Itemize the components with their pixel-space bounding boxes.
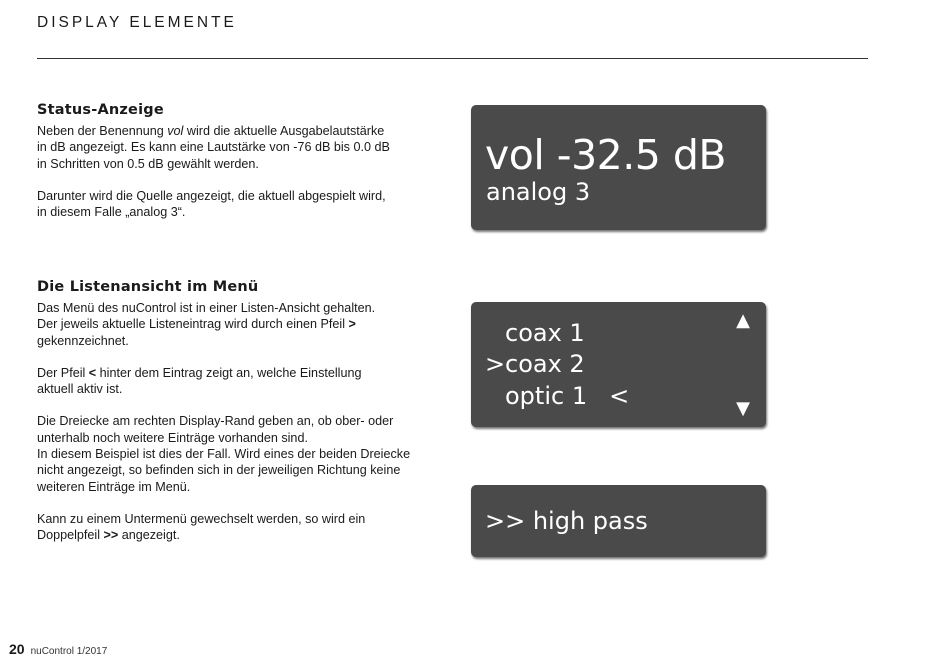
list-pointer: >: [485, 350, 506, 378]
footer-product: nuControl 1/2017: [30, 646, 108, 657]
display-submenu: [471, 485, 766, 557]
text-span: Der Pfeil: [37, 365, 89, 380]
text-line: gekennzeichnet.: [37, 333, 129, 348]
list-paragraph-4: [37, 511, 437, 544]
status-heading: Status-Anzeige: [37, 102, 164, 118]
text-line: [37, 365, 437, 381]
text-span: Der jeweils aktuelle Listeneintrag wird durch einen Pfeil: [37, 317, 349, 332]
text-line: Darunter wird die Quelle angezeigt, die aktuell abgespielt wird,: [37, 188, 386, 203]
volume-readout: vol -32.5 dB: [485, 131, 727, 179]
list-paragraph-2: [37, 365, 437, 398]
status-section: [37, 102, 437, 236]
display-status: [471, 105, 766, 230]
text-span: hinter dem Eintrag zeigt an, welche Einstellung: [96, 365, 362, 380]
list-item-label: coax 2: [505, 350, 585, 378]
vol-term: vol: [167, 124, 184, 138]
text-line: Kann zu einem Untermenü gewechselt werden, so wird ein: [37, 511, 366, 526]
page-footer: [9, 641, 107, 657]
header-divider: [37, 58, 868, 59]
text-line: in Schritten von 0.5 dB gewählt werden.: [37, 156, 259, 171]
text-line: in diesem Falle „analog 3“.: [37, 205, 186, 220]
submenu-entry: >> high pass: [485, 507, 648, 535]
text-line: [37, 527, 437, 543]
list-paragraph-1: [37, 300, 437, 349]
text-line: In diesem Beispiel ist dies der Fall. Wird eines der beiden Dreiecke: [37, 447, 411, 462]
triangle-up-icon: ▲: [736, 310, 750, 331]
status-paragraph-2: [37, 188, 437, 221]
text-line: Das Menü des nuControl ist in einer Listen-Ansicht gehalten.: [37, 301, 376, 315]
source-readout: analog 3: [486, 178, 591, 206]
text-span: Doppelpfeil: [37, 528, 104, 543]
display-list: [471, 302, 766, 427]
text-span: wird die aktuelle Ausgabelautstärke: [183, 124, 385, 138]
text-line: nicht angezeigt, so befinden sich in der jeweiligen Richtung keine: [37, 463, 401, 478]
active-marker: <: [609, 382, 630, 410]
double-pointer-symbol: >>: [103, 528, 119, 543]
text-span: Neben der Benennung: [37, 124, 168, 138]
list-section: [37, 279, 437, 560]
active-symbol: <: [88, 365, 97, 380]
list-item: [485, 319, 585, 347]
page-number: 20: [9, 641, 25, 657]
list-item-label: optic 1: [505, 382, 588, 410]
text-line: [37, 316, 437, 332]
status-paragraph-1: [37, 123, 437, 172]
text-line: Die Dreiecke am rechten Display-Rand geben an, ob ober- oder: [37, 414, 394, 429]
list-paragraph-3: [37, 413, 437, 494]
text-line: in dB angezeigt. Es kann eine Lautstärke von -76 dB bis 0.0 dB: [37, 140, 390, 155]
page-title: DISPLAY ELEMENTE: [37, 14, 237, 31]
pointer-symbol: >: [348, 317, 356, 332]
text-line: weiteren Einträge im Menü.: [37, 479, 191, 494]
list-item: [485, 350, 585, 378]
text-line: aktuell aktiv ist.: [37, 382, 123, 397]
list-item: [485, 382, 629, 410]
list-heading: Die Listenansicht im Menü: [37, 279, 259, 295]
triangle-down-icon: ▼: [736, 398, 750, 419]
text-span: angezeigt.: [118, 528, 180, 543]
list-item-label: coax 1: [505, 319, 585, 347]
text-line: unterhalb noch weitere Einträge vorhanden sind.: [37, 430, 308, 445]
text-line: [37, 123, 437, 139]
